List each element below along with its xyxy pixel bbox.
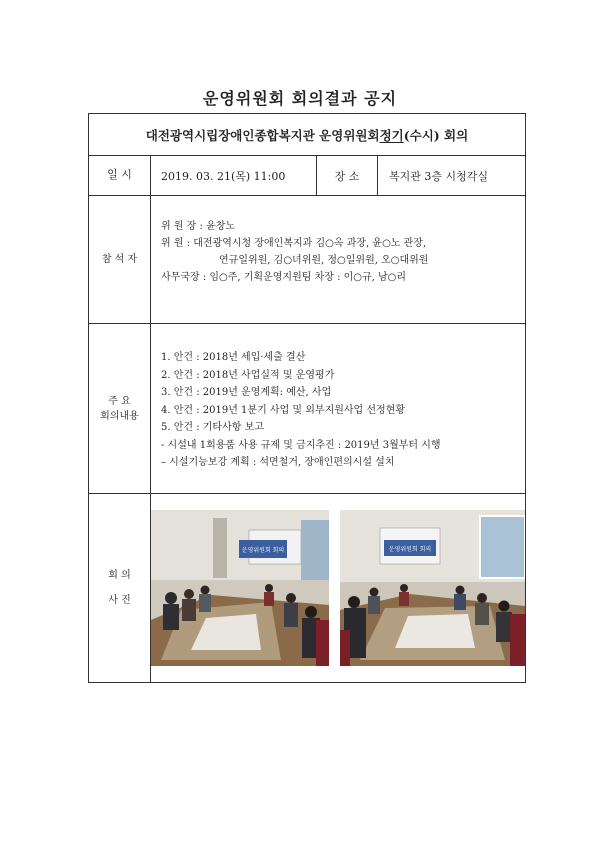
- attendee-members-line1: 위 원 : 대전광역시청 장애인복지과 김○옥 과장, 윤○노 관장,: [161, 238, 427, 249]
- date-place-row: [89, 156, 525, 196]
- agenda-item: 2. 안건 : 2018년 사업실적 및 운영평가: [161, 369, 335, 381]
- agenda-label-line2: 회의내용: [100, 410, 139, 422]
- attendees-label: 참 석 자: [89, 196, 151, 323]
- header-prefix: 대전광역시립장애인종합복지관 운영위원회: [145, 127, 380, 143]
- banner-text-2: 운영위원회 회의: [388, 546, 432, 553]
- agenda-item: – 시설기능보강 계획 : 석면철거, 장애인편의시설 설치: [161, 457, 395, 468]
- agenda-row: [89, 324, 525, 494]
- photos-row: [89, 494, 525, 682]
- agenda-label: [89, 324, 151, 493]
- attendee-chair: 위 원 장 : 윤창노: [161, 221, 236, 232]
- agenda-item: 1. 안건 : 2018년 세입·세출 결산: [161, 352, 306, 363]
- document-title: 운영위원회 회의결과 공지: [202, 89, 398, 108]
- agenda-label-line1: 주 요: [108, 395, 131, 407]
- date-label: 일 시: [89, 156, 151, 195]
- banner-text: 운영위원회 회의: [241, 547, 285, 554]
- header-meeting-type: 정기: [379, 127, 404, 143]
- agenda-item: 3. 안건 : 2019년 운영계획: 예산, 사업: [161, 387, 332, 398]
- meeting-photo-2: [340, 510, 525, 666]
- agenda-item: 5. 안건 : 기타사항 보고: [161, 422, 264, 433]
- date-value: 2019. 03. 21(목) 11:00: [161, 169, 286, 183]
- agenda-content: [151, 324, 525, 493]
- agenda-item: 4. 안건 : 2019년 1분기 사업 및 외부지원사업 선정현황: [161, 404, 406, 416]
- meeting-header-row: [89, 114, 525, 156]
- place-label: 장 소: [316, 156, 378, 195]
- attendee-members-line2: 연규일위원, 김○녀위원, 정○일위원, 오○대위원: [219, 255, 429, 266]
- attendee-secretary: 사무국장 : 임○주, 기획운영지원팀 차장 : 이○규, 남○리: [161, 272, 407, 283]
- attendees-content: [151, 196, 525, 323]
- meeting-photo-1: [151, 510, 329, 666]
- header-suffix: (수시) 회의: [403, 127, 469, 143]
- place-value: 복지관 3층 시청각실: [389, 169, 488, 183]
- photos-label-line2: 사 진: [108, 595, 131, 606]
- attendees-row: [89, 196, 525, 324]
- photos-label-line1: 회 의: [108, 570, 131, 581]
- date-place-content: [151, 156, 525, 195]
- photos-label: [89, 494, 151, 682]
- agenda-item: - 시설내 1회용품 사용 규제 및 금지추진 : 2019년 3월부터 시행: [161, 439, 441, 451]
- meeting-result-table: [88, 113, 526, 683]
- photos-content: [151, 494, 525, 682]
